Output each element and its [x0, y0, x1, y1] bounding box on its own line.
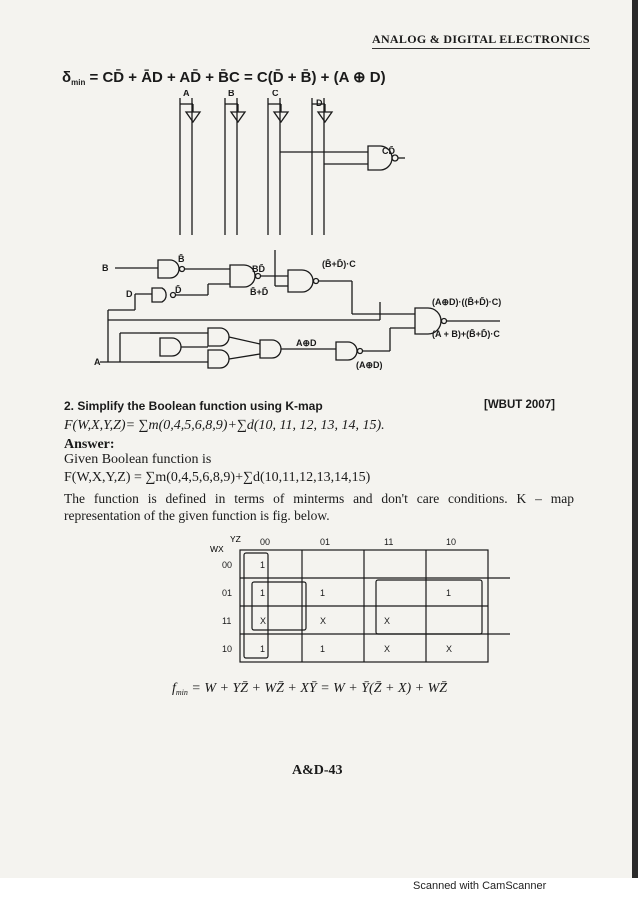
d-bar-label: D̄ [175, 285, 182, 295]
b-bar-label: B̄ [178, 254, 185, 264]
kmap-col-header: 11 [384, 537, 394, 547]
final-bottom-label: (A + B)+(B̄+D̄)·C [432, 329, 500, 339]
b-plus-d-label: B̄+D̄ [250, 287, 269, 297]
d-input-label: D [126, 289, 133, 299]
answer-function: F(W,X,Y,Z) = ∑m(0,4,5,6,8,9)+∑d(10,11,12,13,14,15) [64, 470, 371, 485]
a-input-label: A [94, 357, 101, 367]
k-map [200, 530, 520, 670]
kmap-cell: X [384, 616, 391, 626]
kmap-cell: 1 [320, 588, 326, 598]
page-number: A&D-43 [292, 763, 343, 778]
kmap-cell: 1 [320, 644, 326, 654]
input-a-label: A [183, 90, 190, 98]
result-equation [172, 681, 447, 697]
input-d-label: D [316, 98, 323, 108]
input-b-label: B [228, 90, 235, 98]
result-f: f [172, 681, 176, 696]
kmap-col-header: 01 [320, 537, 331, 547]
equation-lhs: δ [62, 69, 72, 86]
kmap-cell: 1 [446, 588, 452, 598]
kmap-cell: X [384, 644, 391, 654]
kmap-wx-label: WX [210, 544, 224, 554]
question-function: F(W,X,Y,Z)= ∑m(0,4,5,6,8,9)+∑d(10, 11, 12, 13, 14, 15). [64, 418, 385, 433]
answer-given: Given Boolean function is [64, 452, 212, 467]
page-edge [632, 0, 638, 878]
kmap-row-header: 00 [222, 560, 233, 570]
a-xor-d-bar-label: (A⊕D) [356, 360, 383, 370]
kmap-yz-label: YZ [230, 534, 241, 544]
kmap-cell: 1 [260, 588, 266, 598]
bd-bar-label: BD̄ [252, 264, 265, 274]
logic-circuit-diagram [60, 90, 560, 380]
scanner-footer: Scanned with CamScanner [413, 880, 547, 892]
question-title: 2. Simplify the Boolean function using K-map [64, 399, 323, 413]
equation-delta-min [62, 68, 386, 87]
result-f-sub: min [175, 688, 188, 697]
kmap-col-header: 00 [260, 537, 271, 547]
kmap-row-header: 01 [222, 588, 233, 598]
cd-output-label: CD̄ [382, 146, 395, 156]
b-input-label: B [102, 263, 109, 273]
running-header: ANALOG & DIGITAL ELECTRONICS [372, 32, 590, 49]
kmap-col-header: 10 [446, 537, 457, 547]
kmap-row-header: 10 [222, 644, 233, 654]
input-c-label: C [272, 90, 279, 98]
kmap-cell: 1 [260, 560, 266, 570]
kmap-cell: X [446, 644, 453, 654]
a-xor-d-label: A⊕D [296, 338, 317, 348]
answer-label: Answer: [64, 437, 115, 452]
equation-rhs: = CD̄ + ĀD + AD̄ + B̄C = C(D̄ + B̄) + (A ⊕ D) [89, 69, 386, 86]
kmap-cell: X [320, 616, 327, 626]
equation-lhs-sub: min [71, 78, 86, 87]
answer-paragraph: The function is defined in terms of minterms and don't care conditions. K – map representation of the given function is fig. below. [64, 491, 574, 523]
result-expr: = W + YZ̄ + WZ̄ + XȲ = W + Ȳ(Z̄ + X) + WZ̄ [191, 681, 448, 696]
kmap-row-header: 11 [222, 616, 232, 626]
bdc-label: (B̄+D̄)·C [322, 259, 356, 269]
kmap-cell: X [260, 616, 267, 626]
final-top-label: (A⊕D)·((B̄+D̄)·C) [432, 297, 502, 307]
question-tag: [WBUT 2007] [484, 399, 555, 411]
kmap-cell: 1 [260, 644, 266, 654]
